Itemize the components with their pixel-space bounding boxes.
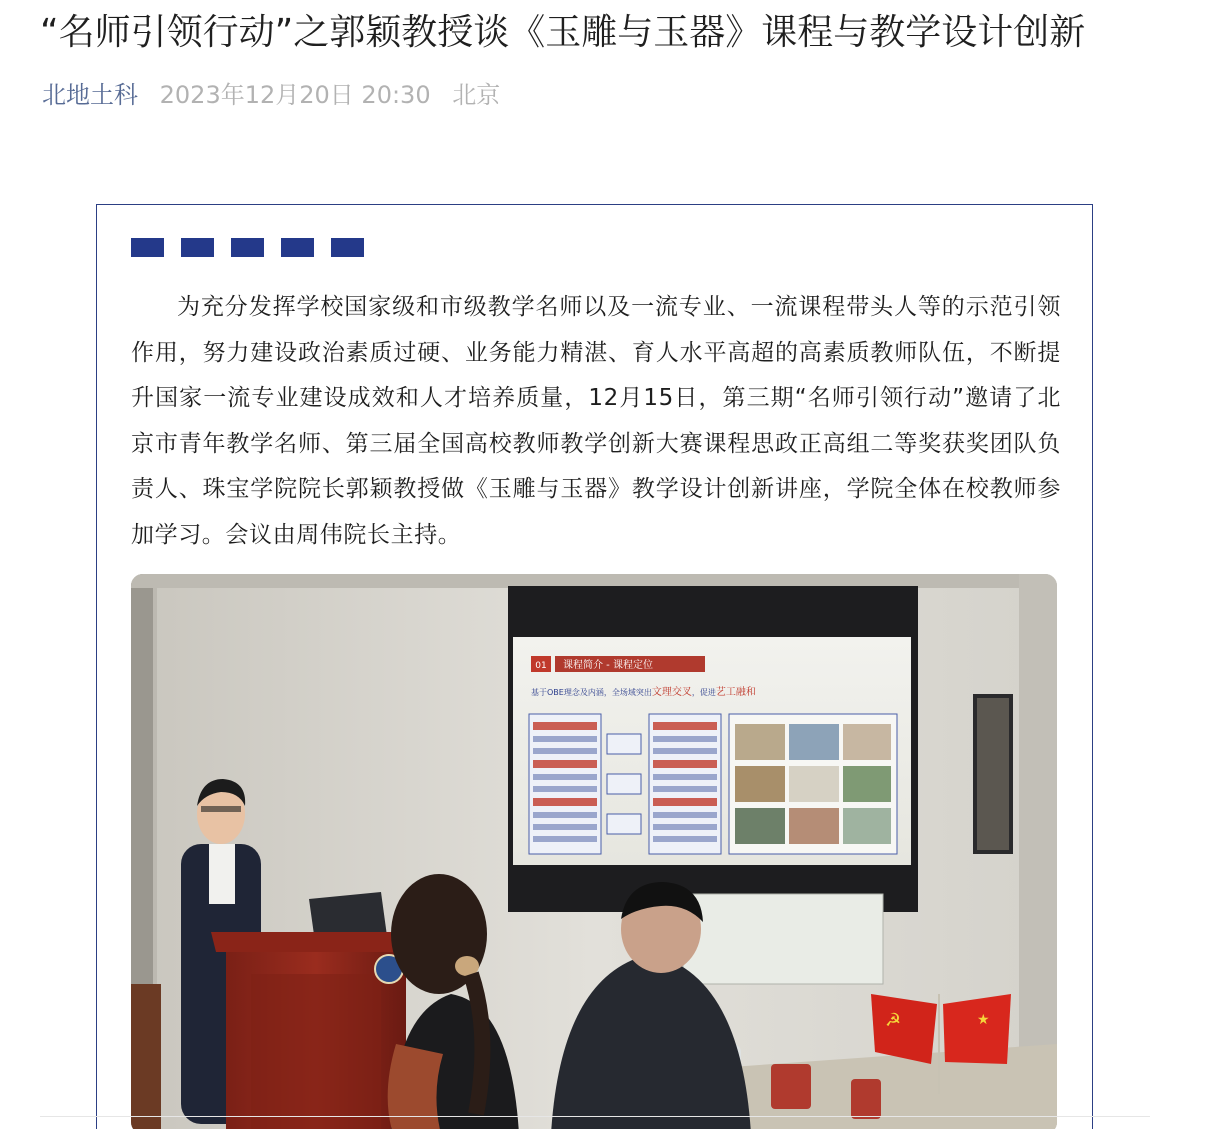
svg-text:☭: ☭ <box>885 1010 902 1031</box>
article-title: “名师引领行动”之郭颖教授谈《玉雕与玉器》课程与教学设计创新 <box>40 12 1086 53</box>
lecture-photo[interactable] <box>131 574 1057 1129</box>
intro-paragraph: 为充分发挥学校国家级和市级教学名师以及一流专业、一流课程带头人等的示范引领作用，努力建设政治素质过硬、业务能力精湛、育人水平高超的高素质教师队伍，不断提升国家一流专业建设成效和人才培养质量，12月15日，第三期“名师引领行动”邀请了北京市青年教学名师、第三届全国高校教师教学创新大赛课程思政正高组二等奖获奖团队负责人、珠宝学院院长郭颖教授做《玉雕与玉器》教学设计创新讲座，学院全体在校教师参加学习。会议由周伟院长主持。 <box>131 294 1061 548</box>
slide-subtitle-red2: 艺工融和 <box>715 687 756 698</box>
svg-text:★: ★ <box>977 1012 990 1028</box>
decorative-bar <box>181 238 214 257</box>
decorative-bar <box>231 238 264 257</box>
publish-location: 北京 <box>452 81 501 109</box>
article-meta <box>42 78 500 112</box>
slide-number: 01 <box>535 661 547 671</box>
projected-slide <box>513 637 911 865</box>
slide-subtitle-mid: ，促进 <box>691 688 716 697</box>
slide-title: 课程简介 - 课程定位 <box>563 660 653 671</box>
decorative-bar <box>281 238 314 257</box>
slide-subtitle-plain: 基于OBE理念及内涵，全场域突出 <box>531 688 652 697</box>
decorative-bars <box>131 238 364 257</box>
decorative-bar <box>331 238 364 257</box>
publish-date: 2023年12月20日 20:30 <box>159 81 431 109</box>
slide-subtitle-red1: 文理交叉 <box>651 687 692 698</box>
lecture-photo-illustration <box>131 574 1057 1129</box>
divider <box>40 1116 1150 1117</box>
decorative-bar <box>131 238 164 257</box>
article-card <box>96 204 1093 1129</box>
account-name-link[interactable]: 北地土科 <box>42 81 138 109</box>
